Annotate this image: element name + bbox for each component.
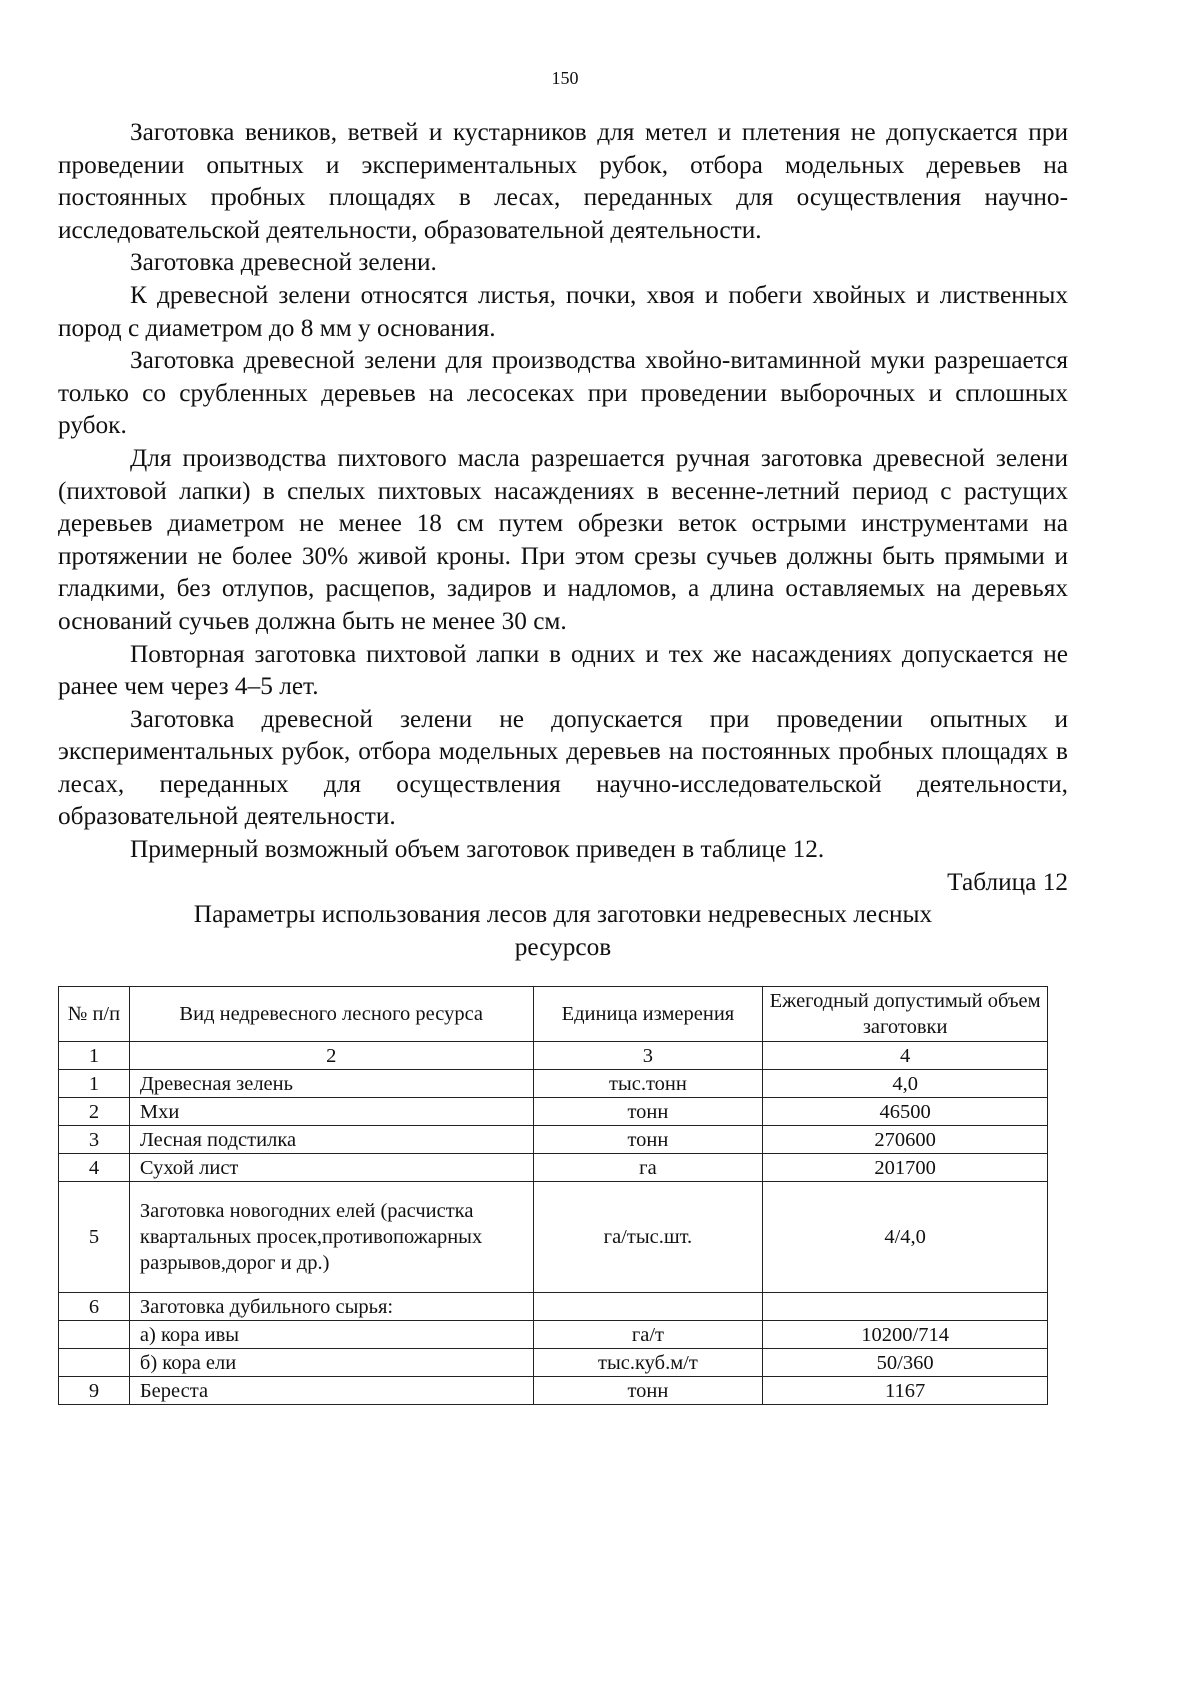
- row-resource: Заготовка новогодних елей (расчистка квартальных просек,противопожарных разрывов,дорог и др.): [129, 1182, 533, 1293]
- row-unit: тонн: [533, 1377, 763, 1405]
- header-unit: Единица измерения: [533, 987, 763, 1042]
- row-unit: га: [533, 1154, 763, 1182]
- row-num: 3: [59, 1126, 130, 1154]
- paragraph: Повторная заготовка пихтовой лапки в одних и тех же насаждениях допускается не ранее чем через 4–5 лет.: [58, 639, 1068, 701]
- row-num: 5: [59, 1182, 130, 1293]
- row-resource: а) кора ивы: [129, 1321, 533, 1349]
- column-number: 3: [533, 1042, 763, 1070]
- table-row: [59, 1126, 1048, 1154]
- paragraph: Примерный возможный объем заготовок приведен в таблице 12.: [130, 835, 825, 864]
- row-unit: тыс.тонн: [533, 1070, 763, 1098]
- table-row: [59, 1377, 1048, 1405]
- row-volume: 50/360: [763, 1349, 1048, 1377]
- row-volume: 1167: [763, 1377, 1048, 1405]
- row-num: 6: [59, 1293, 130, 1321]
- paragraph: Заготовка древесной зелени для производства хвойно-витаминной муки разрешается только со срубленных деревьев на лесосеках при проведении выборочных и сплошных рубок.: [58, 346, 1068, 440]
- row-unit: тыс.куб.м/т: [533, 1349, 763, 1377]
- table-title: Параметры использования лесов для заготовки недревесных лесных ресурсов: [193, 900, 933, 961]
- paragraph: Заготовка древесной зелени не допускается при проведении опытных и экспериментальных рубок, отбора модельных деревьев на постоянных пробных площадях в лесах, переданных для осуществления научно-исследовательской деятельности, образовательной деятельности.: [58, 704, 1068, 831]
- body-text: [58, 116, 1068, 963]
- row-resource: б) кора ели: [129, 1349, 533, 1377]
- row-num: 1: [59, 1070, 130, 1098]
- row-volume: 4/4,0: [763, 1182, 1048, 1293]
- row-num: [59, 1321, 130, 1349]
- column-number: 2: [129, 1042, 533, 1070]
- row-volume: 4,0: [763, 1070, 1048, 1098]
- column-number-row: [59, 1042, 1048, 1070]
- header-volume: Ежегодный допустимый объем заготовки: [763, 987, 1048, 1042]
- row-volume: 10200/714: [763, 1321, 1048, 1349]
- row-unit: тонн: [533, 1098, 763, 1126]
- row-volume: 270600: [763, 1126, 1048, 1154]
- row-volume: 201700: [763, 1154, 1048, 1182]
- row-resource: Заготовка дубильного сырья:: [129, 1293, 533, 1321]
- paragraph: Заготовка древесной зелени.: [130, 248, 437, 277]
- row-num: 4: [59, 1154, 130, 1182]
- table-row: [59, 1349, 1048, 1377]
- table-row: [59, 1321, 1048, 1349]
- paragraph: Заготовка веников, ветвей и кустарников для метел и плетения не допускается при проведении опытных и экспериментальных рубок, отбора модельных деревьев на постоянных пробных площадях в лесах, переданных для осуществления научно-исследовательской деятельности, образовательной деятельности.: [58, 118, 1068, 244]
- header-resource: Вид недревесного лесного ресурса: [129, 987, 533, 1042]
- column-number: 1: [59, 1042, 130, 1070]
- row-resource: Сухой лист: [129, 1154, 533, 1182]
- page-number: 150: [551, 68, 579, 88]
- resources-table: [58, 986, 1048, 1405]
- table-header-row: [59, 987, 1048, 1042]
- row-num: 2: [59, 1098, 130, 1126]
- row-num: 9: [59, 1377, 130, 1405]
- row-unit: [533, 1293, 763, 1321]
- row-volume: [763, 1293, 1048, 1321]
- paragraph: Для производства пихтового масла разрешается ручная заготовка древесной зелени (пихтовой лапки) в спелых пихтовых насаждениях в весенне-летний период с растущих деревьев диаметром не менее 18 см путем обрезки веток острыми инструментами на протяжении не более 30% живой кроны. При этом срезы сучьев должны быть прямыми и гладкими, без отлупов, расщепов, задиров и надломов, а длина оставляемых на деревьях оснований сучьев должна быть не менее 30 см.: [58, 443, 1068, 635]
- row-num: [59, 1349, 130, 1377]
- row-resource: Лесная подстилка: [129, 1126, 533, 1154]
- row-resource: Береста: [129, 1377, 533, 1405]
- table-row: [59, 1070, 1048, 1098]
- row-resource: Мхи: [129, 1098, 533, 1126]
- row-unit: га/тыс.шт.: [533, 1182, 763, 1293]
- row-unit: тонн: [533, 1126, 763, 1154]
- column-number: 4: [763, 1042, 1048, 1070]
- header-num: № п/п: [59, 987, 130, 1042]
- row-volume: 46500: [763, 1098, 1048, 1126]
- row-resource: Древесная зелень: [129, 1070, 533, 1098]
- table-row: [59, 1098, 1048, 1126]
- table-row: [59, 1154, 1048, 1182]
- row-unit: га/т: [533, 1321, 763, 1349]
- table-row: [59, 1182, 1048, 1293]
- table-label: Таблица 12: [947, 867, 1068, 896]
- table-row: [59, 1293, 1048, 1321]
- paragraph: К древесной зелени относятся листья, почки, хвоя и побеги хвойных и лиственных пород с диаметром до 8 мм у основания.: [58, 280, 1068, 342]
